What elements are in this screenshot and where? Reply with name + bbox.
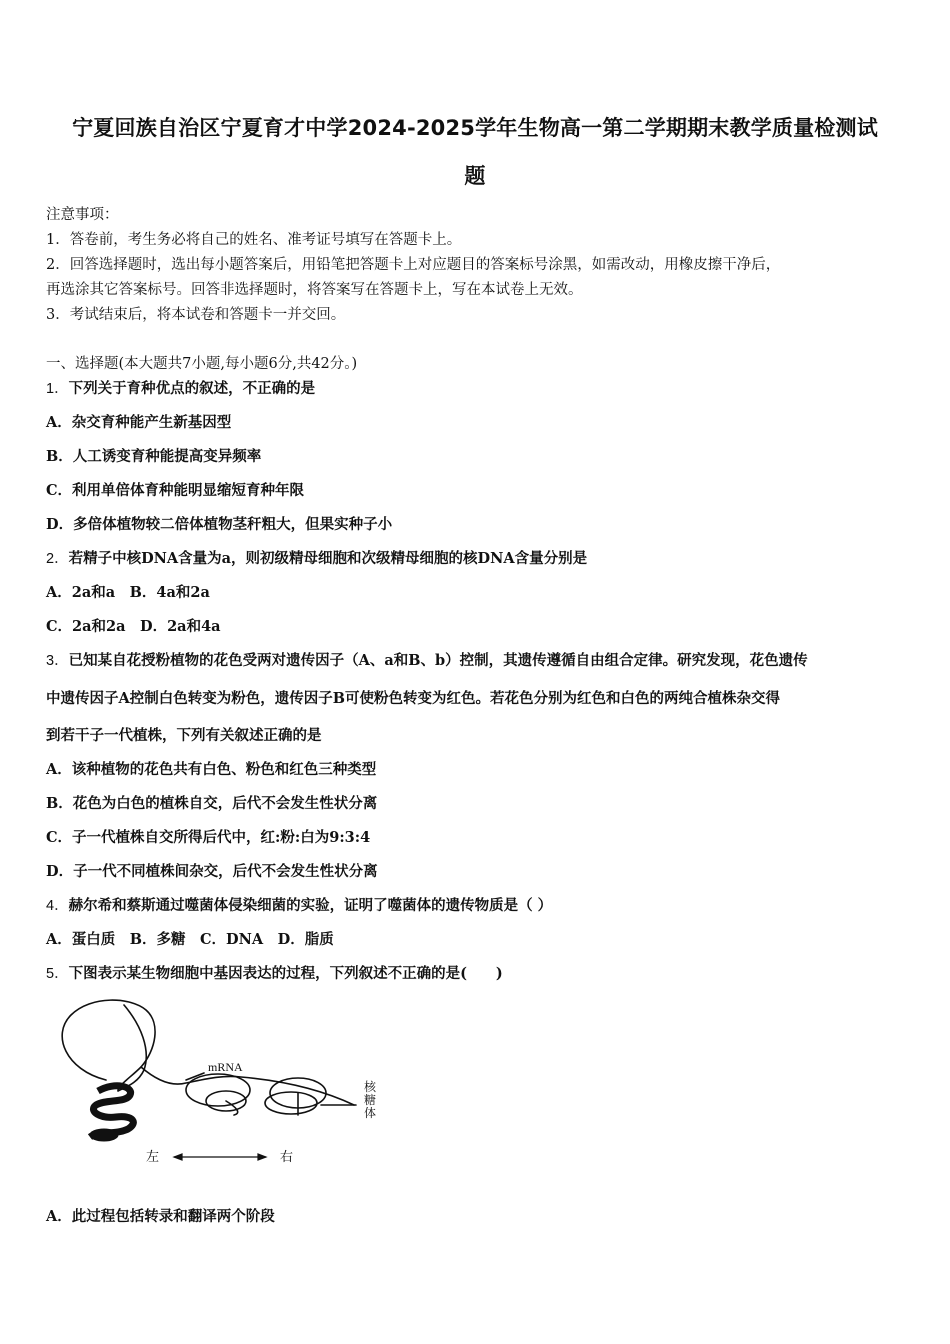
- question-2-stem: [46, 547, 587, 568]
- notes-item-3: 3．考试结束后，将本试卷和答题卡一并交回。: [46, 307, 346, 323]
- ribosome-label: [364, 1079, 377, 1120]
- ribosome-2-small: [265, 1092, 317, 1114]
- dna-inner-strand: [118, 1005, 146, 1091]
- question-4-stem: [46, 894, 552, 915]
- question-4-options: A．蛋白质 B．多糖 C．DNA D．脂质: [46, 931, 334, 948]
- question-5-stem: [46, 962, 503, 983]
- notes-heading: 注意事项：: [46, 207, 119, 223]
- question-3-stem-line1: [46, 649, 808, 670]
- notes-item-1: 1．答卷前，考生务必将自己的姓名、准考证号填写在答题卡上。: [46, 232, 462, 248]
- section-heading: 一、选择题(本大题共7小题,每小题6分,共42分。): [46, 356, 358, 372]
- question-3-stem-line2: 中遗传因子A控制白色转变为粉色，遗传因子B可使粉色转变为红色。若花色分别为红色和白色的两纯合植株杂交得: [46, 690, 781, 707]
- mrna-label: mRNA: [208, 1060, 243, 1074]
- ribosome-1-large: [186, 1074, 250, 1106]
- question-2-number: 2．: [46, 551, 69, 567]
- question-1-option-b: B．人工诱变育种能提高变异频率: [46, 448, 262, 465]
- question-1-option-a: A．杂交育种能产生新基因型: [46, 414, 232, 431]
- question-2-options-cd: C．2a和2a D．2a和4a: [46, 618, 221, 635]
- question-1-stem: [46, 377, 315, 398]
- question-3-option-d: D．子一代不同植株间杂交，后代不会发生性状分离: [46, 863, 378, 880]
- question-4-text: 赫尔希和蔡斯通过噬菌体侵染细菌的实验，证明了噬菌体的遗传物质是（ ）: [68, 897, 553, 914]
- ribosome-label-char: 体: [364, 1106, 377, 1120]
- question-5-number: 5．: [46, 966, 69, 982]
- question-5-text: 下图表示某生物细胞中基因表达的过程，下列叙述不正确的是( ): [68, 965, 503, 982]
- question-5-option-a: A．此过程包括转录和翻译两个阶段: [46, 1208, 275, 1225]
- question-4-number: 4．: [46, 898, 69, 914]
- question-3-text-1: 已知某自花授粉植物的花色受两对遗传因子（A、a和B、b）控制，其遗传遵循自由组合定律。研究发现，花色遗传: [68, 652, 808, 669]
- exam-title-line2: 题: [464, 164, 486, 188]
- question-1-option-d: D．多倍体植物较二倍体植物茎秆粗大，但果实种子小: [46, 516, 393, 533]
- question-3-number: 3．: [46, 653, 69, 669]
- question-3-stem-line3: 到若干子一代植株，下列有关叙述正确的是: [46, 727, 322, 744]
- question-1-text: 下列关于育种优点的叙述，不正确的是: [68, 380, 316, 397]
- dna-loop-strand: [62, 1000, 155, 1090]
- notes-item-2b: 再选涂其它答案标号。回答非选择题时，将答案写在答题卡上，写在本试卷上无效。: [46, 282, 583, 298]
- question-3-option-c: C．子一代植株自交所得后代中，红:粉:白为9:3:4: [46, 829, 371, 846]
- ribosome-label-char: 糖: [364, 1093, 377, 1107]
- direction-arrow: [174, 1154, 266, 1160]
- notes-item-2a: 2．回答选择题时，选出每小题答案后，用铅笔把答题卡上对应题目的答案标号涂黑，如需改动，用橡皮擦干净后，: [46, 257, 781, 273]
- question-2-text: 若精子中核DNA含量为a，则初级精母细胞和次级精母细胞的核DNA含量分别是: [68, 550, 588, 567]
- question-2-options-ab: A．2a和a B．4a和2a: [46, 584, 210, 601]
- question-1-option-c: C．利用单倍体育种能明显缩短育种年限: [46, 482, 305, 499]
- question-3-option-b: B．花色为白色的植株自交，后代不会发生性状分离: [46, 795, 378, 812]
- exam-title-line1: 宁夏回族自治区宁夏育才中学2024-2025学年生物高一第二学期期末教学质量检测试: [72, 116, 878, 140]
- ribosome-label-char: 核: [364, 1080, 377, 1094]
- question-1-number: 1．: [46, 381, 69, 397]
- dna-coil: [90, 1086, 133, 1141]
- right-label: 右: [280, 1150, 294, 1165]
- left-label: 左: [146, 1150, 160, 1165]
- question-3-option-a: A．该种植物的花色共有白色、粉色和红色三种类型: [46, 761, 377, 778]
- gene-expression-figure: [46, 995, 396, 1170]
